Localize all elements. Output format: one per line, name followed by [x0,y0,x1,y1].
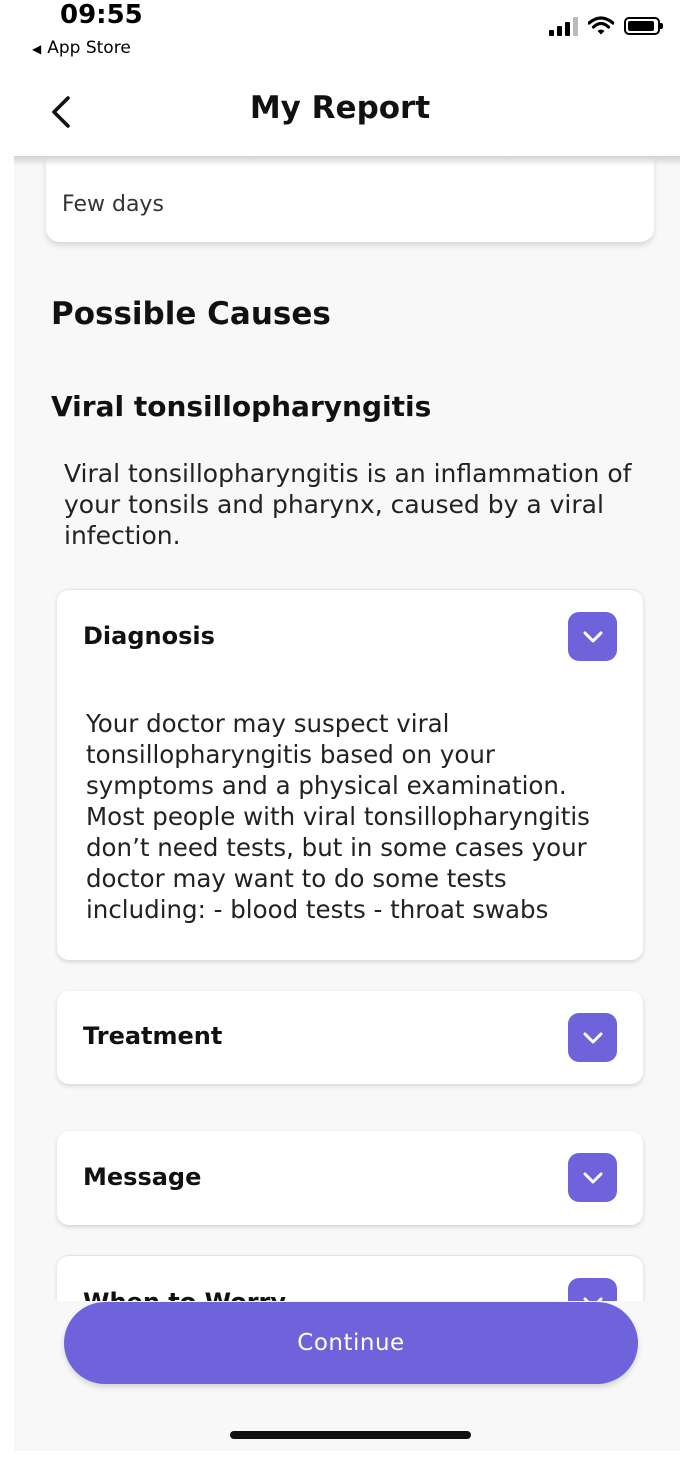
battery-icon [624,17,660,35]
chevron-down-icon[interactable] [568,1013,617,1062]
possible-causes-heading: Possible Causes [51,296,331,332]
continue-button[interactable]: Continue [64,1302,638,1384]
accordion-message[interactable] [57,1131,643,1225]
cause-description: Viral tonsillopharyngitis is an inflammation of your tonsils and pharynx, caused by a viral infection. [64,459,632,550]
status-bar [0,0,680,68]
wifi-icon [588,16,614,36]
accordion-treatment[interactable] [57,991,643,1084]
cause-title: Viral tonsillopharyngitis [51,390,432,423]
accordion-diagnosis-body: Your doctor may suspect viral tonsillopharyngitis based on your symptoms and a physical examination. Most people with viral tonsillopharyngitis don’t need tests, but in some cases your doctor may want to do some tests including: - blood tests - throat swabs [86,709,590,924]
accordion-treatment-label: Treatment [83,1022,223,1050]
report-content[interactable] [14,156,680,1451]
nav-shadow [14,156,680,166]
page-title: My Report [249,90,431,126]
chevron-down-icon[interactable] [568,1153,617,1202]
signal-icon [549,16,578,36]
chevron-down-icon[interactable] [568,612,617,661]
back-to-app-store-link[interactable] [32,38,131,58]
accordion-diagnosis-label[interactable]: Diagnosis [83,622,215,650]
status-time: 09:55 [60,0,143,30]
accordion-diagnosis [57,589,643,960]
home-indicator[interactable] [230,1431,471,1439]
back-triangle-icon: ◀ [32,42,42,56]
system-icons [549,14,660,38]
duration-card [46,156,654,242]
back-app-label: App Store [47,38,131,58]
navigation-bar [0,68,680,156]
duration-value: Few days [62,192,164,217]
accordion-message-label: Message [83,1163,202,1191]
